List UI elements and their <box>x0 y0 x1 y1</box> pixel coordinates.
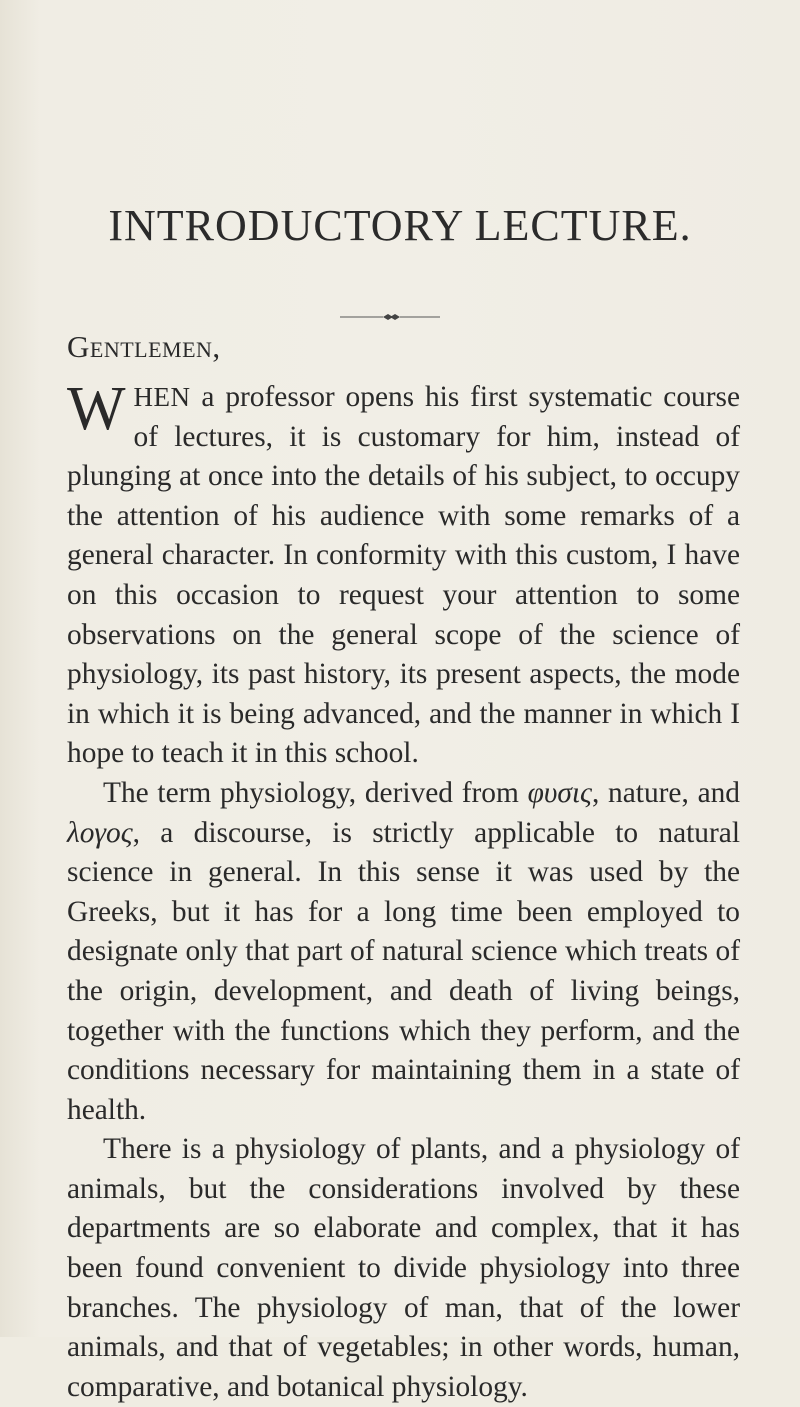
paragraph-1 <box>67 375 740 774</box>
greek-word-physis: φυσις <box>527 776 592 809</box>
divider-ornament <box>340 311 440 323</box>
opening-caps: HEN <box>133 382 191 412</box>
salutation: Gentlemen, <box>67 329 221 364</box>
paragraph-2 <box>67 774 740 1130</box>
paragraph-2-text-c: , a discourse, is strictly applicable to natural science in general. In this sense it was used by the Greeks, but it has for a long time been employed to designate only that part of natural science which treats of the origin, development, and death of living beings, together with the functions which they perform, and the conditions necessary for maintaining them in a state of health. <box>67 816 740 1126</box>
drop-cap: W <box>67 375 126 443</box>
paragraph-2-text-a: The term physiology, derived from <box>103 776 519 809</box>
paragraph-3: There is a physiology of plants, and a physiology of animals, but the considerations involved by these departments are so elaborate and complex, that it has been found convenient to divide physiology into three branches. The physiology of man, that of the lower animals, and that of vegetables; in other words, human, comparative, and botanical physiology. <box>67 1133 740 1403</box>
paragraph-2-text-b: , nature, and <box>591 776 740 809</box>
lecture-body <box>67 375 740 1407</box>
page-title: INTRODUCTORY LECTURE. <box>108 201 692 250</box>
greek-word-logos: λογος <box>67 816 133 849</box>
paragraph-1-text: a professor opens his first systematic course of lectures, it is customary for him, instead of plunging at once into the details of his subject, to occupy the attention of his audience with some remarks of a general character. In conformity with this custom, I have on this occasion to request your attention to some observations on the general scope of the science of physiology, its past history, its present aspects, the mode in which it is being advanced, and the manner in which I hope to teach it in this school. <box>67 381 740 770</box>
